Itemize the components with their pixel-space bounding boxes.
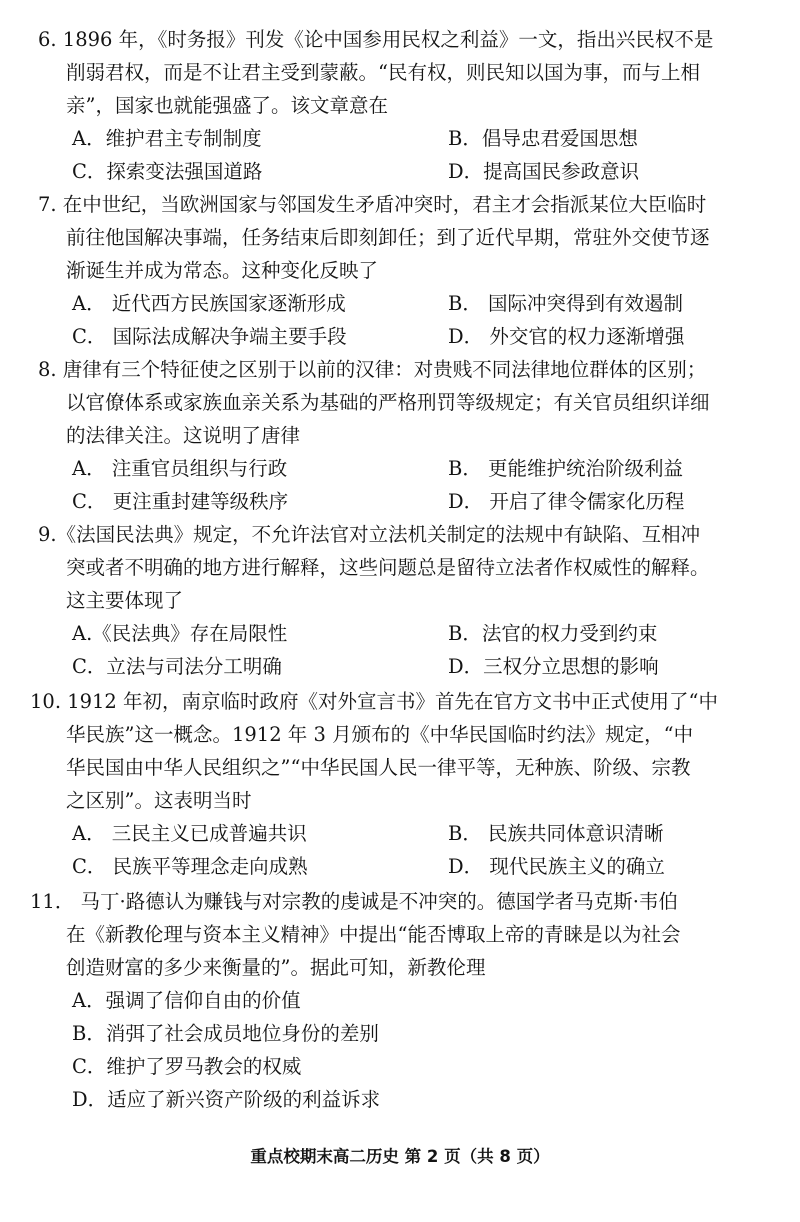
question-stem-line: 6. 1896 年，《时务报》刊发《论中国参用民权之利益》一文，指出兴民权不是 <box>38 28 714 51</box>
question-stem-line: 8. 唐律有三个特征使之区别于以前的汉律：对贵贱不同法律地位群体的区别； <box>38 358 707 381</box>
option-d: D． 开启了律令儒家化历程 <box>448 490 685 513</box>
question-stem-line: 创造财富的多少来衡量的”。据此可知，新教伦理 <box>66 956 486 979</box>
option-c: C． 民族平等理念走向成熟 <box>72 855 308 878</box>
option-a: A． 注重官员组织与行政 <box>72 457 288 480</box>
question-stem-line: 以官僚体系或家族血亲关系为基础的严格刑罚等级规定；有关官员组织详细 <box>66 391 710 414</box>
question-stem-line: 之区别”。这表明当时 <box>66 789 252 812</box>
question-stem-line: 7. 在中世纪，当欧洲国家与邻国发生矛盾冲突时，君主才会指派某位大臣临时 <box>38 193 707 216</box>
question-stem-line: 11． 马丁·路德认为赚钱与对宗教的虔诚是不冲突的。德国学者马克斯·韦伯 <box>30 890 678 913</box>
option-a: A.《民法典》存在局限性 <box>72 622 288 645</box>
option-c: C．探索变法强国道路 <box>72 160 263 183</box>
option-c: C． 更注重封建等级秩序 <box>72 490 289 513</box>
question-stem-line: 在《新教伦理与资本主义精神》中提出“能否博取上帝的青睐是以为社会 <box>66 923 681 946</box>
question-stem-line: 华民国由中华人民组织之”“中华民国人民一律平等，无种族、阶级、宗教 <box>66 756 691 779</box>
question-stem-line: 9.《法国民法典》规定，不允许法官对立法机关制定的法规中有缺陷、互相冲 <box>38 523 701 546</box>
question-stem-line: 华民族”这一概念。1912 年 3 月颁布的《中华民国临时约法》规定，“中 <box>66 723 694 746</box>
question-stem-line: 的法律关注。这说明了唐律 <box>66 424 301 447</box>
option-b: B． 国际冲突得到有效遏制 <box>448 292 684 315</box>
question-stem-line: 亲”，国家也就能强盛了。该文章意在 <box>66 94 388 117</box>
question-stem-line: 前往他国解决事端，任务结束后即刻卸任；到了近代早期，常驻外交使节逐 <box>66 226 710 249</box>
option-a: A． 近代西方民族国家逐渐形成 <box>72 292 346 315</box>
option-a: A． 三民主义已成普遍共识 <box>72 822 307 845</box>
option-c: C． 国际法成解决争端主要手段 <box>72 325 347 348</box>
option-d: D．适应了新兴资产阶级的利益诉求 <box>72 1088 381 1111</box>
option-b: B． 民族共同体意识清晰 <box>448 822 664 845</box>
option-a: A．维护君主专制制度 <box>72 127 262 150</box>
option-a: A．强调了信仰自由的价值 <box>72 989 301 1012</box>
question-stem-line: 突或者不明确的地方进行解释，这些问题总是留待立法者作权威性的解释。 <box>66 556 710 579</box>
option-d: D．三权分立思想的影响 <box>448 655 659 678</box>
option-b: B．倡导忠君爱国思想 <box>448 127 638 150</box>
option-d: D．提高国民参政意识 <box>448 160 640 183</box>
option-d: D． 外交官的权力逐渐增强 <box>448 325 685 348</box>
question-stem-line: 10. 1912 年初，南京临时政府《对外宣言书》首先在官方文书中正式使用了“中 <box>30 690 719 713</box>
option-c: C．立法与司法分工明确 <box>72 655 282 678</box>
option-d: D． 现代民族主义的确立 <box>448 855 665 878</box>
question-stem-line: 这主要体现了 <box>66 589 184 612</box>
option-b: B．消弭了社会成员地位身份的差别 <box>72 1022 379 1045</box>
option-b: B． 更能维护统治阶级利益 <box>448 457 684 480</box>
page-footer: 重点校期末高二历史 第 2 页（共 8 页） <box>250 1147 550 1166</box>
question-stem-line: 削弱君权，而是不让君主受到蒙蔽。“民有权，则民知以国为事，而与上相 <box>66 61 700 84</box>
option-b: B．法官的权力受到约束 <box>448 622 658 645</box>
question-stem-line: 渐诞生并成为常态。这种变化反映了 <box>66 259 379 282</box>
option-c: C．维护了罗马教会的权威 <box>72 1055 302 1078</box>
